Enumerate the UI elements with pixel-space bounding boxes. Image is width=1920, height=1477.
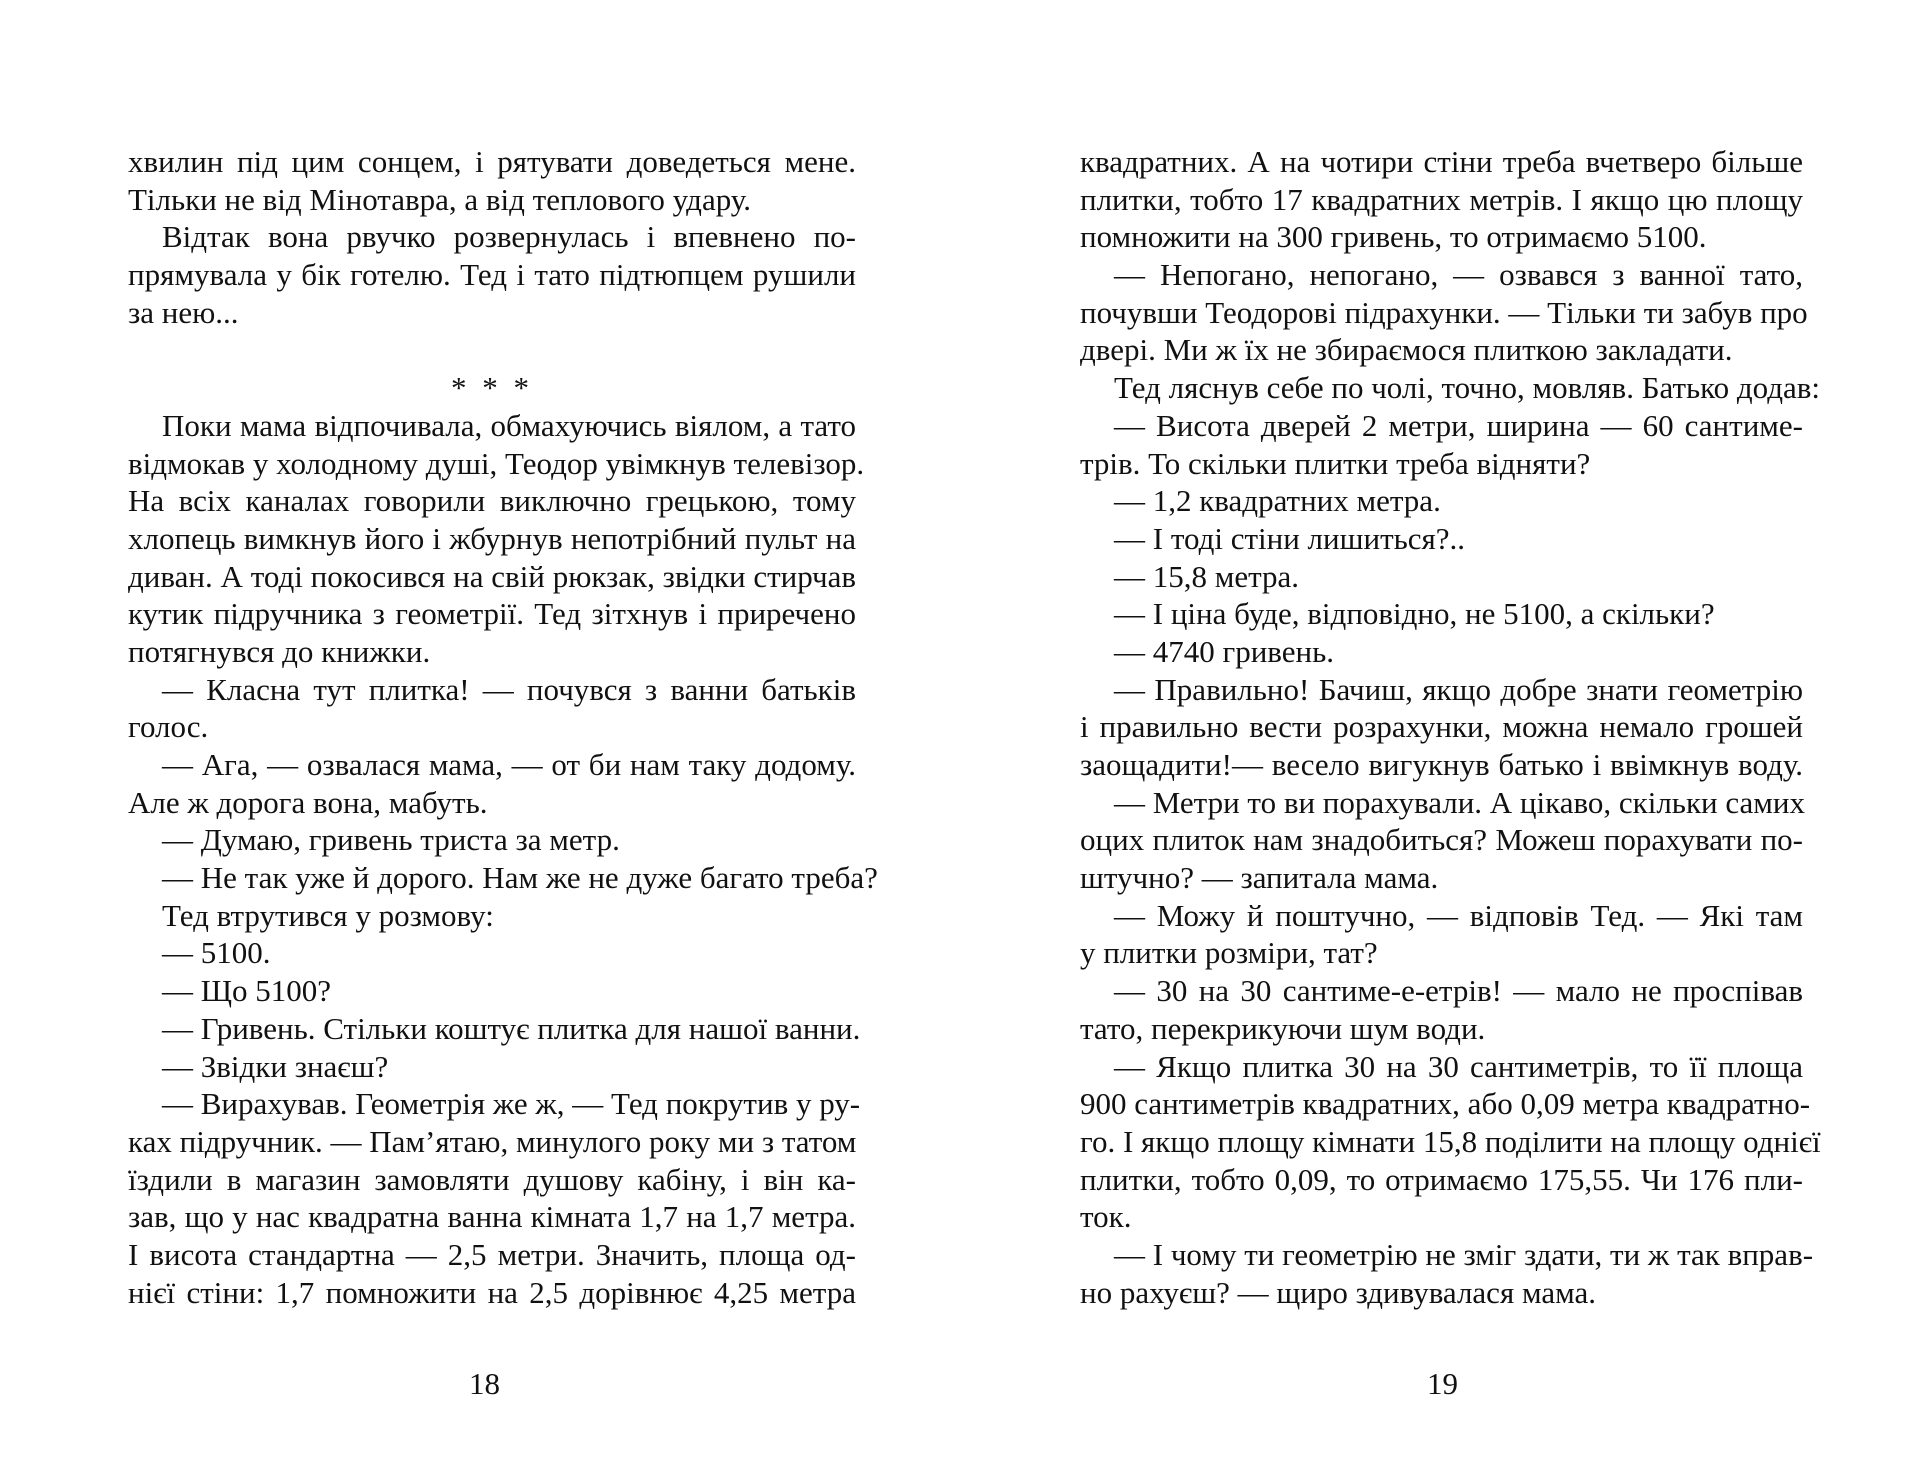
text-line: Тільки не від Мінотавра, а від теплового удару. [128, 181, 751, 217]
text-line: Тед втрутився у розмову: [162, 897, 494, 933]
text-line: го. І якщо площу кімнати 15,8 поділити на площу однієї [1080, 1123, 1821, 1159]
text-line: трів. То скільки плитки треба відняти? [1080, 445, 1591, 481]
text-line: двері. Ми ж їх не збираємося плиткою закладати. [1080, 332, 1733, 368]
text-line: штучно? — запитала мама. [1080, 860, 1439, 896]
text-line: плитки, тобто 17 квадратних метрів. І якщо цю площу [1080, 181, 1803, 217]
text-line: за нею... [128, 294, 239, 330]
text-line: їздили в магазин замовляти душову кабіну, і він ка- [128, 1161, 856, 1197]
text-line: — Звідки знаєш? [162, 1048, 389, 1084]
text-line: оцих плиток нам знадобиться? Можеш порахувати по- [1080, 822, 1803, 858]
text-line: — Що 5100? [162, 973, 332, 1009]
text-line: — 1,2 квадратних метра. [1114, 483, 1441, 519]
text-line: Тед ляснув себе по чолі, точно, мовляв. Батько додав: [1114, 370, 1821, 406]
text-line: — 30 на 30 сантиме-е-етрів! — мало не проспівав [1114, 973, 1803, 1009]
text-line: — І ціна буде, відповідно, не 5100, а скільки? [1114, 596, 1715, 632]
text-line: відмокав у холодному душі, Теодор увімкнув телевізор. [128, 445, 865, 481]
text-line: Відтак вона рвучко розвернулась і впевнено по- [162, 219, 856, 255]
text-line: — 5100. [162, 935, 271, 971]
text-line: 900 сантиметрів квадратних, або 0,09 метра квадратно- [1080, 1086, 1811, 1122]
text-line: На всіх каналах говорили виключно грецькою, тому [128, 483, 856, 519]
text-line: квадратних. А на чотири стіни треба вчетверо більше [1080, 144, 1803, 179]
right-page [960, 0, 1920, 1477]
left-page-number: 18 [469, 1366, 500, 1401]
text-line: помножити на 300 гривень, то отримаємо 5100. [1080, 219, 1707, 255]
text-line: — Висота дверей 2 метри, ширина — 60 сантиме- [1114, 407, 1803, 443]
text-line: голос. [128, 709, 209, 745]
text-line: — Непогано, непогано, — озвався з ванної тато, [1114, 257, 1803, 293]
right-page-number: 19 [1427, 1366, 1458, 1401]
right-page-text [1080, 143, 1821, 1311]
text-line: — Не так уже й дорого. Нам же не дуже багато треба? [162, 860, 878, 896]
text-line: І висота стандартна — 2,5 метри. Значить, площа од- [128, 1236, 856, 1272]
text-line: ках підручник. — Пам’ятаю, минулого року ми з татом [128, 1123, 857, 1159]
section-separator: * * * [451, 370, 533, 406]
text-line: кутик підручника з геометрії. Тед зітхнув і приречено [128, 596, 856, 632]
text-line: — Якщо плитка 30 на 30 сантиметрів, то її площа [1114, 1048, 1803, 1084]
text-line: — Правильно! Бачиш, якщо добре знати геометрію [1114, 671, 1803, 707]
text-line: — Гривень. Стільки коштує плитка для нашої ванни. [162, 1010, 861, 1046]
left-page-text [128, 143, 878, 1311]
text-line: у плитки розміри, тат? [1080, 935, 1378, 971]
text-line: Поки мама відпочивала, обмахуючись віялом, а тато [162, 407, 856, 443]
text-line: потягнувся до книжки. [128, 633, 431, 669]
text-line: заощадити!— весело вигукнув батько і ввімкнув воду. [1080, 747, 1803, 782]
text-line: — І чому ти геометрію не зміг здати, ти ж так вправ- [1114, 1236, 1814, 1272]
blank-line [128, 331, 856, 369]
text-line: — Ага, — озвалася мама, — от би нам таку додому. [162, 747, 856, 782]
text-line: і правильно вести розрахунки, можна немало грошей [1080, 709, 1803, 745]
text-line: тато, перекрикуючи шум води. [1080, 1010, 1486, 1046]
text-line: — І тоді стіни лишиться?.. [1114, 520, 1466, 556]
text-line: — Метри то ви порахували. А цікаво, скільки самих [1114, 784, 1805, 820]
text-line: — Можу й поштучно, — відповів Тед. — Які там [1114, 897, 1803, 933]
text-line: — Вирахував. Геометрія же ж, — Тед покрутив у ру- [162, 1086, 861, 1122]
text-line: почувши Теодорові підрахунки. — Тільки ти забув про [1080, 294, 1808, 330]
text-line: но рахуєш? — щиро здивувалася мама. [1080, 1274, 1597, 1310]
text-line: прямувала у бік готелю. Тед і тато підтюпцем рушили [128, 257, 856, 293]
text-line: ток. [1080, 1199, 1132, 1235]
text-line: плитки, тобто 0,09, то отримаємо 175,55. Чи 176 пли- [1080, 1161, 1803, 1197]
text-line: — Думаю, гривень триста за метр. [162, 822, 620, 858]
text-line: хлопець вимкнув його і жбурнув непотрібний пульт на [128, 520, 856, 556]
text-line: Але ж дорога вона, мабуть. [128, 784, 488, 820]
text-line: — 4740 гривень. [1114, 633, 1334, 669]
text-line: — 15,8 метра. [1114, 558, 1300, 594]
text-line: нієї стіни: 1,7 помножити на 2,5 дорівнює 4,25 метра [128, 1274, 856, 1310]
text-line: — Класна тут плитка! — почувся з ванни батьків [162, 671, 856, 707]
text-line: диван. А тоді покосився на свій рюкзак, звідки стирчав [128, 558, 856, 594]
text-line: зав, що у нас квадратна ванна кімната 1,7 на 1,7 метра. [128, 1199, 856, 1235]
text-line: хвилин під цим сонцем, і рятувати доведеться мене. [128, 144, 856, 179]
